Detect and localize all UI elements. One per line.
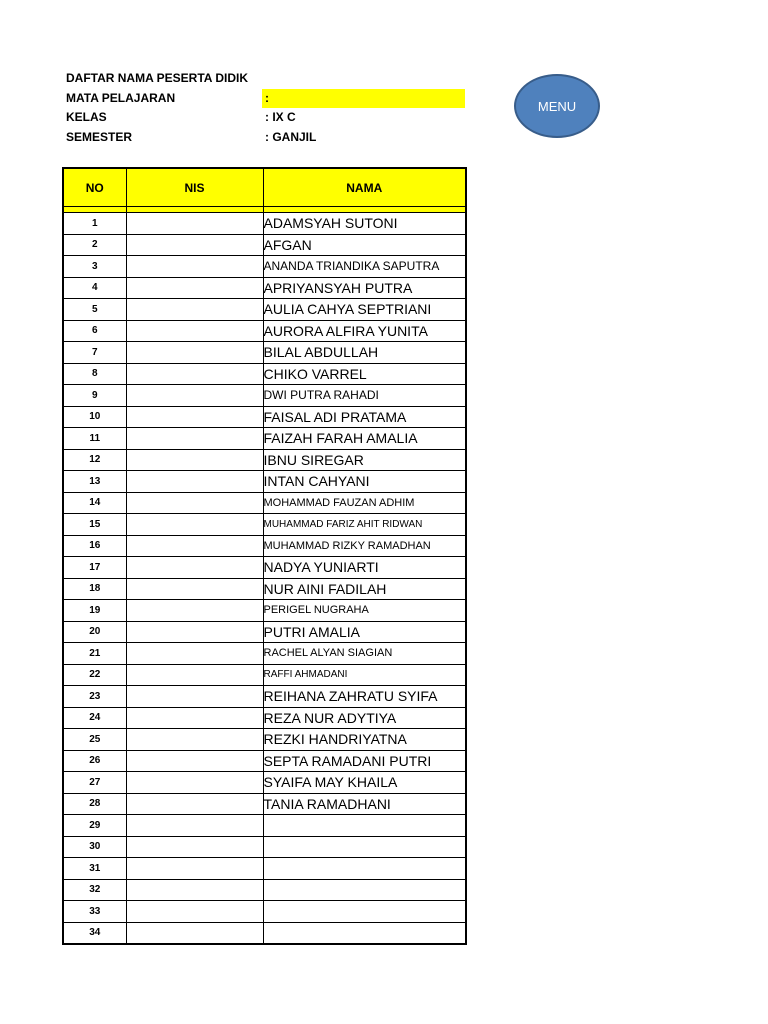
table-row [63,492,466,514]
nama-cell[interactable]: FAISAL ADI PRATAMA [263,406,466,428]
no-cell: 20 [63,621,126,643]
nama-cell[interactable]: ANANDA TRIANDIKA SAPUTRA [263,256,466,278]
table-row [63,514,466,536]
table-row [63,836,466,858]
nis-cell[interactable] [126,578,263,600]
nama-cell[interactable]: CHIKO VARREL [263,363,466,385]
nama-cell[interactable]: REZA NUR ADYTIYA [263,707,466,729]
table-row [63,729,466,751]
nis-cell[interactable] [126,815,263,837]
nis-cell[interactable] [126,858,263,880]
table-row [63,686,466,708]
table-row [63,750,466,772]
no-cell: 16 [63,535,126,557]
nis-cell[interactable] [126,600,263,622]
no-cell: 17 [63,557,126,579]
nis-cell[interactable] [126,256,263,278]
table-row [63,428,466,450]
table-row [63,879,466,901]
no-cell: 27 [63,772,126,794]
no-cell: 1 [63,213,126,235]
nis-cell[interactable] [126,772,263,794]
no-cell: 23 [63,686,126,708]
nis-cell[interactable] [126,621,263,643]
page-title: DAFTAR NAMA PESERTA DIDIK [66,71,248,85]
nama-cell[interactable]: AULIA CAHYA SEPTRIANI [263,299,466,321]
nis-cell[interactable] [126,836,263,858]
table-row [63,234,466,256]
table-row [63,342,466,364]
mata-pelajaran-label: MATA PELAJARAN [66,91,176,105]
nama-cell[interactable] [263,879,466,901]
nis-cell[interactable] [126,492,263,514]
nis-cell[interactable] [126,729,263,751]
table-row [63,707,466,729]
nis-cell[interactable] [126,879,263,901]
no-cell: 15 [63,514,126,536]
no-cell: 12 [63,449,126,471]
nama-cell[interactable]: SEPTA RAMADANI PUTRI [263,750,466,772]
table-row [63,643,466,665]
no-cell: 18 [63,578,126,600]
no-cell: 33 [63,901,126,923]
table-header-row [63,168,466,207]
table-row [63,320,466,342]
nis-cell[interactable] [126,363,263,385]
nis-cell[interactable] [126,471,263,493]
nis-cell[interactable] [126,213,263,235]
column-header-no: NO [63,168,126,207]
nis-cell[interactable] [126,793,263,815]
no-cell: 5 [63,299,126,321]
table-row [63,363,466,385]
no-cell: 4 [63,277,126,299]
no-cell: 24 [63,707,126,729]
nis-cell[interactable] [126,277,263,299]
no-cell: 19 [63,600,126,622]
no-cell: 3 [63,256,126,278]
nama-cell[interactable]: RACHEL ALYAN SIAGIAN [263,643,466,665]
no-cell: 10 [63,406,126,428]
nis-cell[interactable] [126,449,263,471]
table-row [63,664,466,686]
menu-button[interactable]: MENU [514,74,600,138]
no-cell: 31 [63,858,126,880]
nis-cell[interactable] [126,707,263,729]
nis-cell[interactable] [126,643,263,665]
table-row [63,815,466,837]
no-cell: 2 [63,234,126,256]
nama-cell[interactable]: PUTRI AMALIA [263,621,466,643]
semester-label: SEMESTER [66,130,133,144]
nis-cell[interactable] [126,406,263,428]
nama-cell[interactable]: SYAIFA MAY KHAILA [263,772,466,794]
nama-cell[interactable]: INTAN CAHYANI [263,471,466,493]
no-cell: 34 [63,922,126,944]
table-row [63,406,466,428]
column-header-nis: NIS [126,168,263,207]
nama-cell[interactable] [263,922,466,944]
no-cell: 29 [63,815,126,837]
kelas-value: : IX C [265,110,296,124]
student-table [62,167,467,945]
nis-cell[interactable] [126,320,263,342]
column-header-nama: NAMA [263,168,466,207]
kelas-label: KELAS [66,110,107,124]
table-row [63,793,466,815]
no-cell: 30 [63,836,126,858]
nama-cell[interactable]: MOHAMMAD FAUZAN ADHIM [263,492,466,514]
no-cell: 9 [63,385,126,407]
table-row [63,901,466,923]
nis-cell[interactable] [126,686,263,708]
table-row [63,256,466,278]
nis-cell[interactable] [126,234,263,256]
nama-cell[interactable] [263,901,466,923]
nis-cell[interactable] [126,342,263,364]
nama-cell[interactable]: PERIGEL NUGRAHA [263,600,466,622]
table-row [63,578,466,600]
no-cell: 6 [63,320,126,342]
nis-cell[interactable] [126,385,263,407]
no-cell: 8 [63,363,126,385]
no-cell: 7 [63,342,126,364]
no-cell: 14 [63,492,126,514]
table-row [63,299,466,321]
no-cell: 25 [63,729,126,751]
no-cell: 11 [63,428,126,450]
semester-value: : GANJIL [265,130,317,144]
nama-cell[interactable]: IBNU SIREGAR [263,449,466,471]
table-row [63,535,466,557]
table-row [63,600,466,622]
nama-cell[interactable] [263,815,466,837]
nis-cell[interactable] [126,557,263,579]
table-row [63,277,466,299]
nama-cell[interactable]: MUHAMMAD RIZKY RAMADHAN [263,535,466,557]
nama-cell[interactable]: DWI PUTRA RAHADI [263,385,466,407]
table-row [63,621,466,643]
no-cell: 32 [63,879,126,901]
nama-cell[interactable] [263,836,466,858]
nama-cell[interactable]: APRIYANSYAH PUTRA [263,277,466,299]
nama-cell[interactable]: MUHAMMAD FARIZ AHIT RIDWAN [263,514,466,536]
nis-cell[interactable] [126,922,263,944]
nama-cell[interactable]: NUR AINI FADILAH [263,578,466,600]
table-row [63,213,466,235]
table-row [63,922,466,944]
no-cell: 13 [63,471,126,493]
nis-cell[interactable] [126,901,263,923]
nama-cell[interactable]: NADYA YUNIARTI [263,557,466,579]
nama-cell[interactable]: FAIZAH FARAH AMALIA [263,428,466,450]
nama-cell[interactable]: BILAL ABDULLAH [263,342,466,364]
table-row [63,772,466,794]
nis-cell[interactable] [126,514,263,536]
mata-pelajaran-value[interactable]: : [262,89,465,108]
nama-cell[interactable]: ADAMSYAH SUTONI [263,213,466,235]
nama-cell[interactable]: AFGAN [263,234,466,256]
nama-cell[interactable]: TANIA RAMADHANI [263,793,466,815]
table-row [63,385,466,407]
nis-cell[interactable] [126,664,263,686]
nama-cell[interactable]: AURORA ALFIRA YUNITA [263,320,466,342]
table-row [63,858,466,880]
table-row [63,471,466,493]
nis-cell[interactable] [126,750,263,772]
nama-cell[interactable]: RAFFI AHMADANI [263,664,466,686]
nis-cell[interactable] [126,428,263,450]
nis-cell[interactable] [126,535,263,557]
table-row [63,557,466,579]
table-body [63,213,466,945]
nis-cell[interactable] [126,299,263,321]
nama-cell[interactable] [263,858,466,880]
nama-cell[interactable]: REZKI HANDRIYATNA [263,729,466,751]
no-cell: 28 [63,793,126,815]
no-cell: 22 [63,664,126,686]
no-cell: 26 [63,750,126,772]
table-row [63,449,466,471]
nama-cell[interactable]: REIHANA ZAHRATU SYIFA [263,686,466,708]
no-cell: 21 [63,643,126,665]
